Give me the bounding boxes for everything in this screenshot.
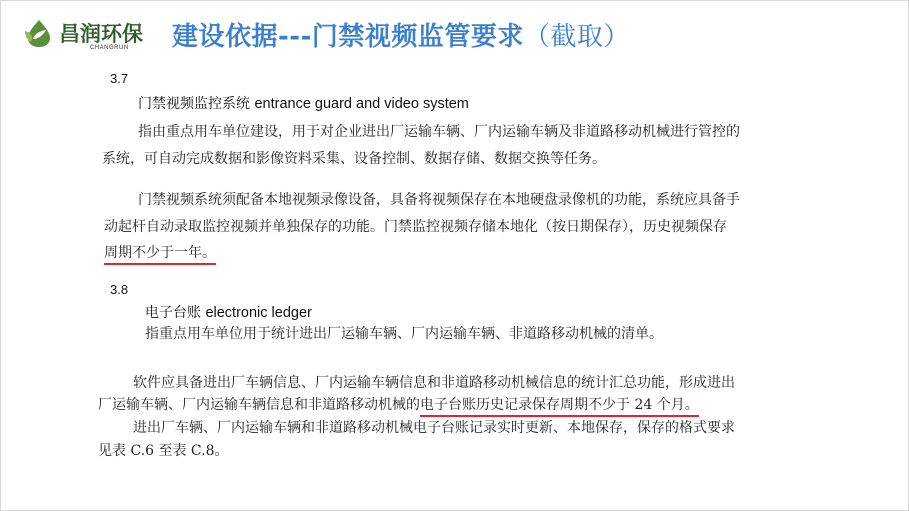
- section-title-3-7: [138, 93, 469, 113]
- slide-title-main: 建设依据---门禁视频监管要求: [172, 22, 524, 52]
- section-title-en: entrance guard and video system: [254, 96, 469, 112]
- paragraph-line: 进出厂车辆、厂内运输车辆和非道路移动机械电子台账记录实时更新、本地保存，保存的格式要求: [133, 420, 735, 436]
- slide-title-paren: （截取）: [523, 22, 630, 52]
- company-logo: [22, 12, 172, 58]
- red-underline-highlight: 电子台账历史记录保存周期不少于 24 个月。: [420, 397, 699, 417]
- section-title-3-8: [145, 302, 312, 322]
- paragraph-text: 厂运输车辆、厂内运输车辆信息和非道路移动机械的: [98, 397, 420, 413]
- definition-line: 指重点用车单位用于统计进出厂运输车辆、厂内运输车辆、非道路移动机械的清单。: [145, 326, 663, 342]
- paragraph-line: 门禁视频系统须配备本地视频录像设备，具备将视频保存在本地硬盘录像机的功能，系统应具备手: [138, 192, 740, 208]
- paragraph-line: 见表 C.6 至表 C.8。: [98, 443, 229, 459]
- section-title-cn: 电子台账: [145, 305, 201, 321]
- section-title-cn: 门禁视频监控系统: [138, 96, 250, 112]
- logo-chinese-text: 昌润环保: [59, 22, 143, 46]
- paragraph-line: 动起杆自动录取监控视频并单独保存的功能。门禁监控视频存储本地化（按日期保存），历史视频保存: [104, 219, 727, 235]
- paragraph-line-highlighted: [104, 242, 216, 262]
- paragraph-line: 指由重点用车单位建设，用于对企业进出厂运输车辆、厂内运输车辆及非道路移动机械进行管控的: [138, 124, 740, 140]
- section-title-en: electronic ledger: [205, 305, 312, 321]
- red-underline-highlight: 周期不少于一年。: [104, 245, 216, 265]
- logo-english-text: CHANGRUN: [90, 45, 129, 51]
- paragraph-line-highlighted: [98, 394, 699, 414]
- slide-header: [0, 0, 909, 60]
- section-number-3-7: 3.7: [110, 71, 129, 86]
- paragraph-line: 系统，可自动完成数据和影像资料采集、设备控制、数据存储、数据交换等任务。: [102, 151, 606, 167]
- section-number-3-8: 3.8: [110, 282, 129, 297]
- leaf-drop-icon: [22, 18, 56, 48]
- paragraph-line: 软件应具备进出厂车辆信息、厂内运输车辆信息和非道路移动机械信息的统计汇总功能，形成进出: [133, 375, 735, 391]
- slide-title: [172, 16, 630, 53]
